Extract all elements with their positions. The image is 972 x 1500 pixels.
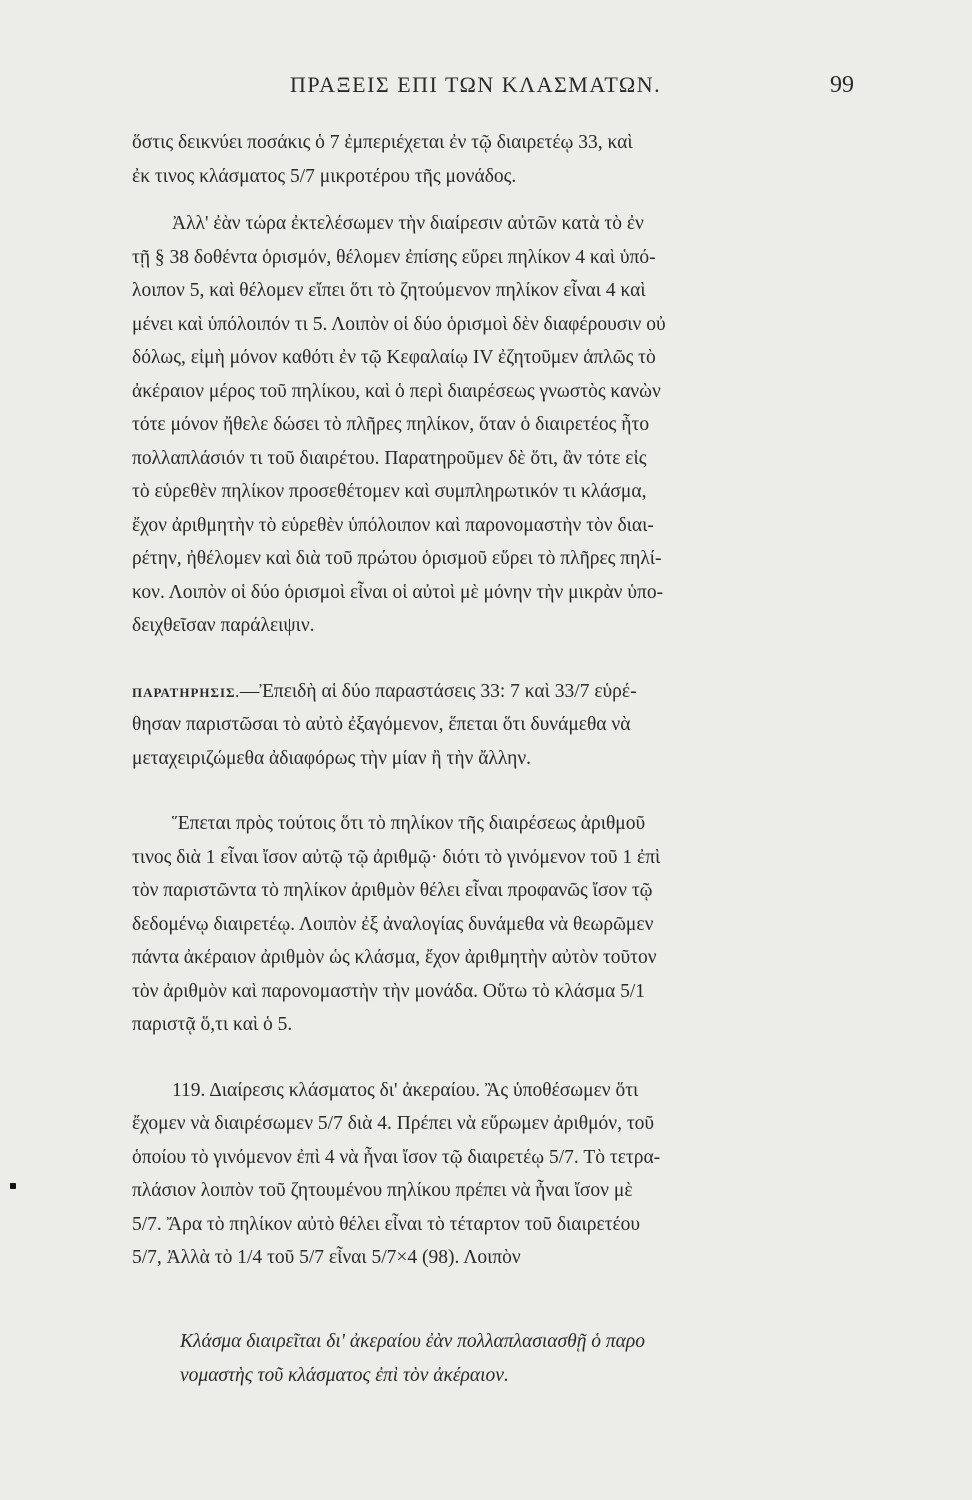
remark-text: —Ἐπειδὴ αἱ δύο παραστάσεις 33: 7 καὶ 33/7 εὑρέ- (239, 680, 637, 702)
text-line: 5/7, Ἀλλὰ τὸ 1/4 τοῦ 5/7 εἶναι 5/7×4 (98). Λοιπὸν (132, 1247, 521, 1268)
page-body (132, 126, 854, 1289)
running-title: ΠΡΑΞΕΙΣ ΕΠΙ ΤΩΝ ΚΛΑΣΜΑΤΩΝ. (290, 72, 662, 97)
margin-ink-mark (10, 1183, 16, 1189)
text-line: ρέτην, ἠθέλομεν καὶ διὰ τοῦ πρώτου ὁρισμοῦ εὕρει τὸ πλῆρες πηλί- (132, 548, 662, 569)
text-line: Ἀλλ' ἐὰν τώρα ἐκτελέσωμεν τὴν διαίρεσιν αὐτῶν κατὰ τὸ ἐν (172, 213, 644, 234)
text-line: ὅστις δεικνύει ποσάκις ὁ 7 ἐμπεριέχεται ἐν τῷ διαιρετέῳ 33, καὶ (132, 132, 633, 153)
section-heading-line: 119. Διαίρεσις κλάσματος δι' ἀκεραίου. Ἂς ὑποθέσωμεν ὅτι (172, 1079, 639, 1101)
text-line: δόλως, εἰμὴ μόνον καθότι ἐν τῷ Κεφαλαίῳ IV ἐζητοῦμεν ἁπλῶς τὸ (132, 347, 656, 368)
text-line: τὸν παριστῶντα τὸ πηλίκον ἀριθμὸν θέλει εἶναι προφανῶς ἴσον τῷ (132, 880, 653, 901)
text-line: νομαστὴς τοῦ κλάσματος ἐπὶ τὸν ἀκέραιον. (180, 1364, 509, 1386)
text-line: πλάσιον λοιπὸν τοῦ ζητουμένου πηλίκου πρέπει νὰ ἦναι ἴσον μὲ (132, 1180, 633, 1201)
text-line (132, 675, 854, 709)
text-line: πάντα ἀκέραιον ἀριθμὸν ὡς κλάσμα, ἔχον ἀριθμητὴν αὐτὸν τοῦτον (132, 947, 657, 968)
text-line: πολλαπλάσιόν τι τοῦ διαιρέτου. Παρατηροῦμεν δὲ ὅτι, ἂν τότε εἰς (132, 447, 647, 469)
text-line: 5/7. Ἄρα τὸ πηλίκον αὐτὸ θέλει εἶναι τὸ τέταρτον τοῦ διαιρετέου (132, 1213, 641, 1235)
text-line: παριστᾷ ὅ,τι καὶ ὁ 5. (132, 1014, 293, 1035)
text-line: Ἕπεται πρὸς τούτοις ὅτι τὸ πηλίκον τῆς διαιρέσεως ἀριθμοῦ (172, 813, 646, 834)
text-line: ἔχον ἀριθμητὴν τὸ εὑρεθὲν ὑπόλοιπον καὶ παρονομαστὴν τὸν διαι- (132, 514, 654, 536)
text-line: τότε μόνον ἤθελε δώσει τὸ πλῆρες πηλίκον, ὅταν ὁ διαιρετέος ἦτο (132, 414, 650, 435)
text-line: θησαν παριστῶσαι τὸ αὐτὸ ἐξαγόμενον, ἕπεται ὅτι δυνάμεθα νὰ (132, 714, 631, 735)
text-line: μεταχειριζώμεθα ἀδιαφόρως τὴν μίαν ἢ τὴν ἄλλην. (132, 747, 532, 769)
paragraph-1 (132, 126, 854, 193)
text-line: δεδομένῳ διαιρετέῳ. Λοιπὸν ἐξ ἀναλογίας δυνάμεθα νὰ θεωρῶμεν (132, 913, 654, 935)
text-line: ἔχομεν νὰ διαιρέσωμεν 5/7 διὰ 4. Πρέπει νὰ εὕρωμεν ἀριθμόν, τοῦ (132, 1113, 655, 1134)
paragraph-2 (132, 207, 854, 643)
page-header (132, 72, 854, 108)
text-line: λοιπον 5, καὶ θέλομεν εἴπει ὅτι τὸ ζητούμενον πηλίκον εἶναι 4 καὶ (132, 280, 646, 301)
text-line: τὸ εὑρεθὲν πηλίκον προσεθέτομεν καὶ συμπληρωτικόν τι κλάσμα, (132, 481, 647, 502)
text-line: τινος διὰ 1 εἶναι ἴσον αὐτῷ τῷ ἀριθμῷ· διότι τὸ γινόμενον τοῦ 1 ἐπὶ (132, 846, 661, 868)
text-line: Κλάσμα διαιρεῖται δι' ἀκεραίου ἐὰν πολλαπλασιασθῇ ὁ παρο (180, 1331, 646, 1352)
page-number: 99 (830, 72, 854, 98)
rule-statement (180, 1325, 854, 1392)
section-119 (132, 1074, 854, 1275)
paragraph-4 (132, 807, 854, 1042)
text-line: ὁποίου τὸ γινόμενον ἐπὶ 4 νὰ ἦναι ἴσον τῷ διαιρετέῳ 5/7. Τὸ τετρα- (132, 1146, 661, 1168)
text-line: τῇ § 38 δοθέντα ὁρισμόν, θέλομεν ἐπίσης εὕρει πηλίκον 4 καὶ ὑπό- (132, 246, 656, 268)
text-line: τὸν ἀριθμὸν καὶ παρονομαστὴν τὴν μονάδα. Οὕτω τὸ κλάσμα 5/1 (132, 980, 646, 1002)
text-line: ἀκέραιον μέρος τοῦ πηλίκου, καὶ ὁ περὶ διαιρέσεως γνωστὸς κανὼν (132, 380, 661, 402)
text-line: κον. Λοιπὸν οἱ δύο ὁρισμοὶ εἶναι οἱ αὐτοὶ μὲ μόνην τὴν μικρὰν ὑπο- (132, 581, 664, 603)
text-line: δειχθεῖσαν παράλειψιν. (132, 615, 315, 636)
remark-heading: ΠΑΡΑΤΗΡΗΣΙΣ. (132, 684, 240, 700)
remark-paragraph (132, 675, 854, 776)
text-line: ἐκ τινος κλάσματος 5/7 μικροτέρου τῆς μονάδος. (132, 165, 517, 187)
text-line: μένει καὶ ὑπόλοιπόν τι 5. Λοιπὸν οἱ δύο ὁρισμοὶ δὲν διαφέρουσιν οὐ (132, 313, 666, 335)
